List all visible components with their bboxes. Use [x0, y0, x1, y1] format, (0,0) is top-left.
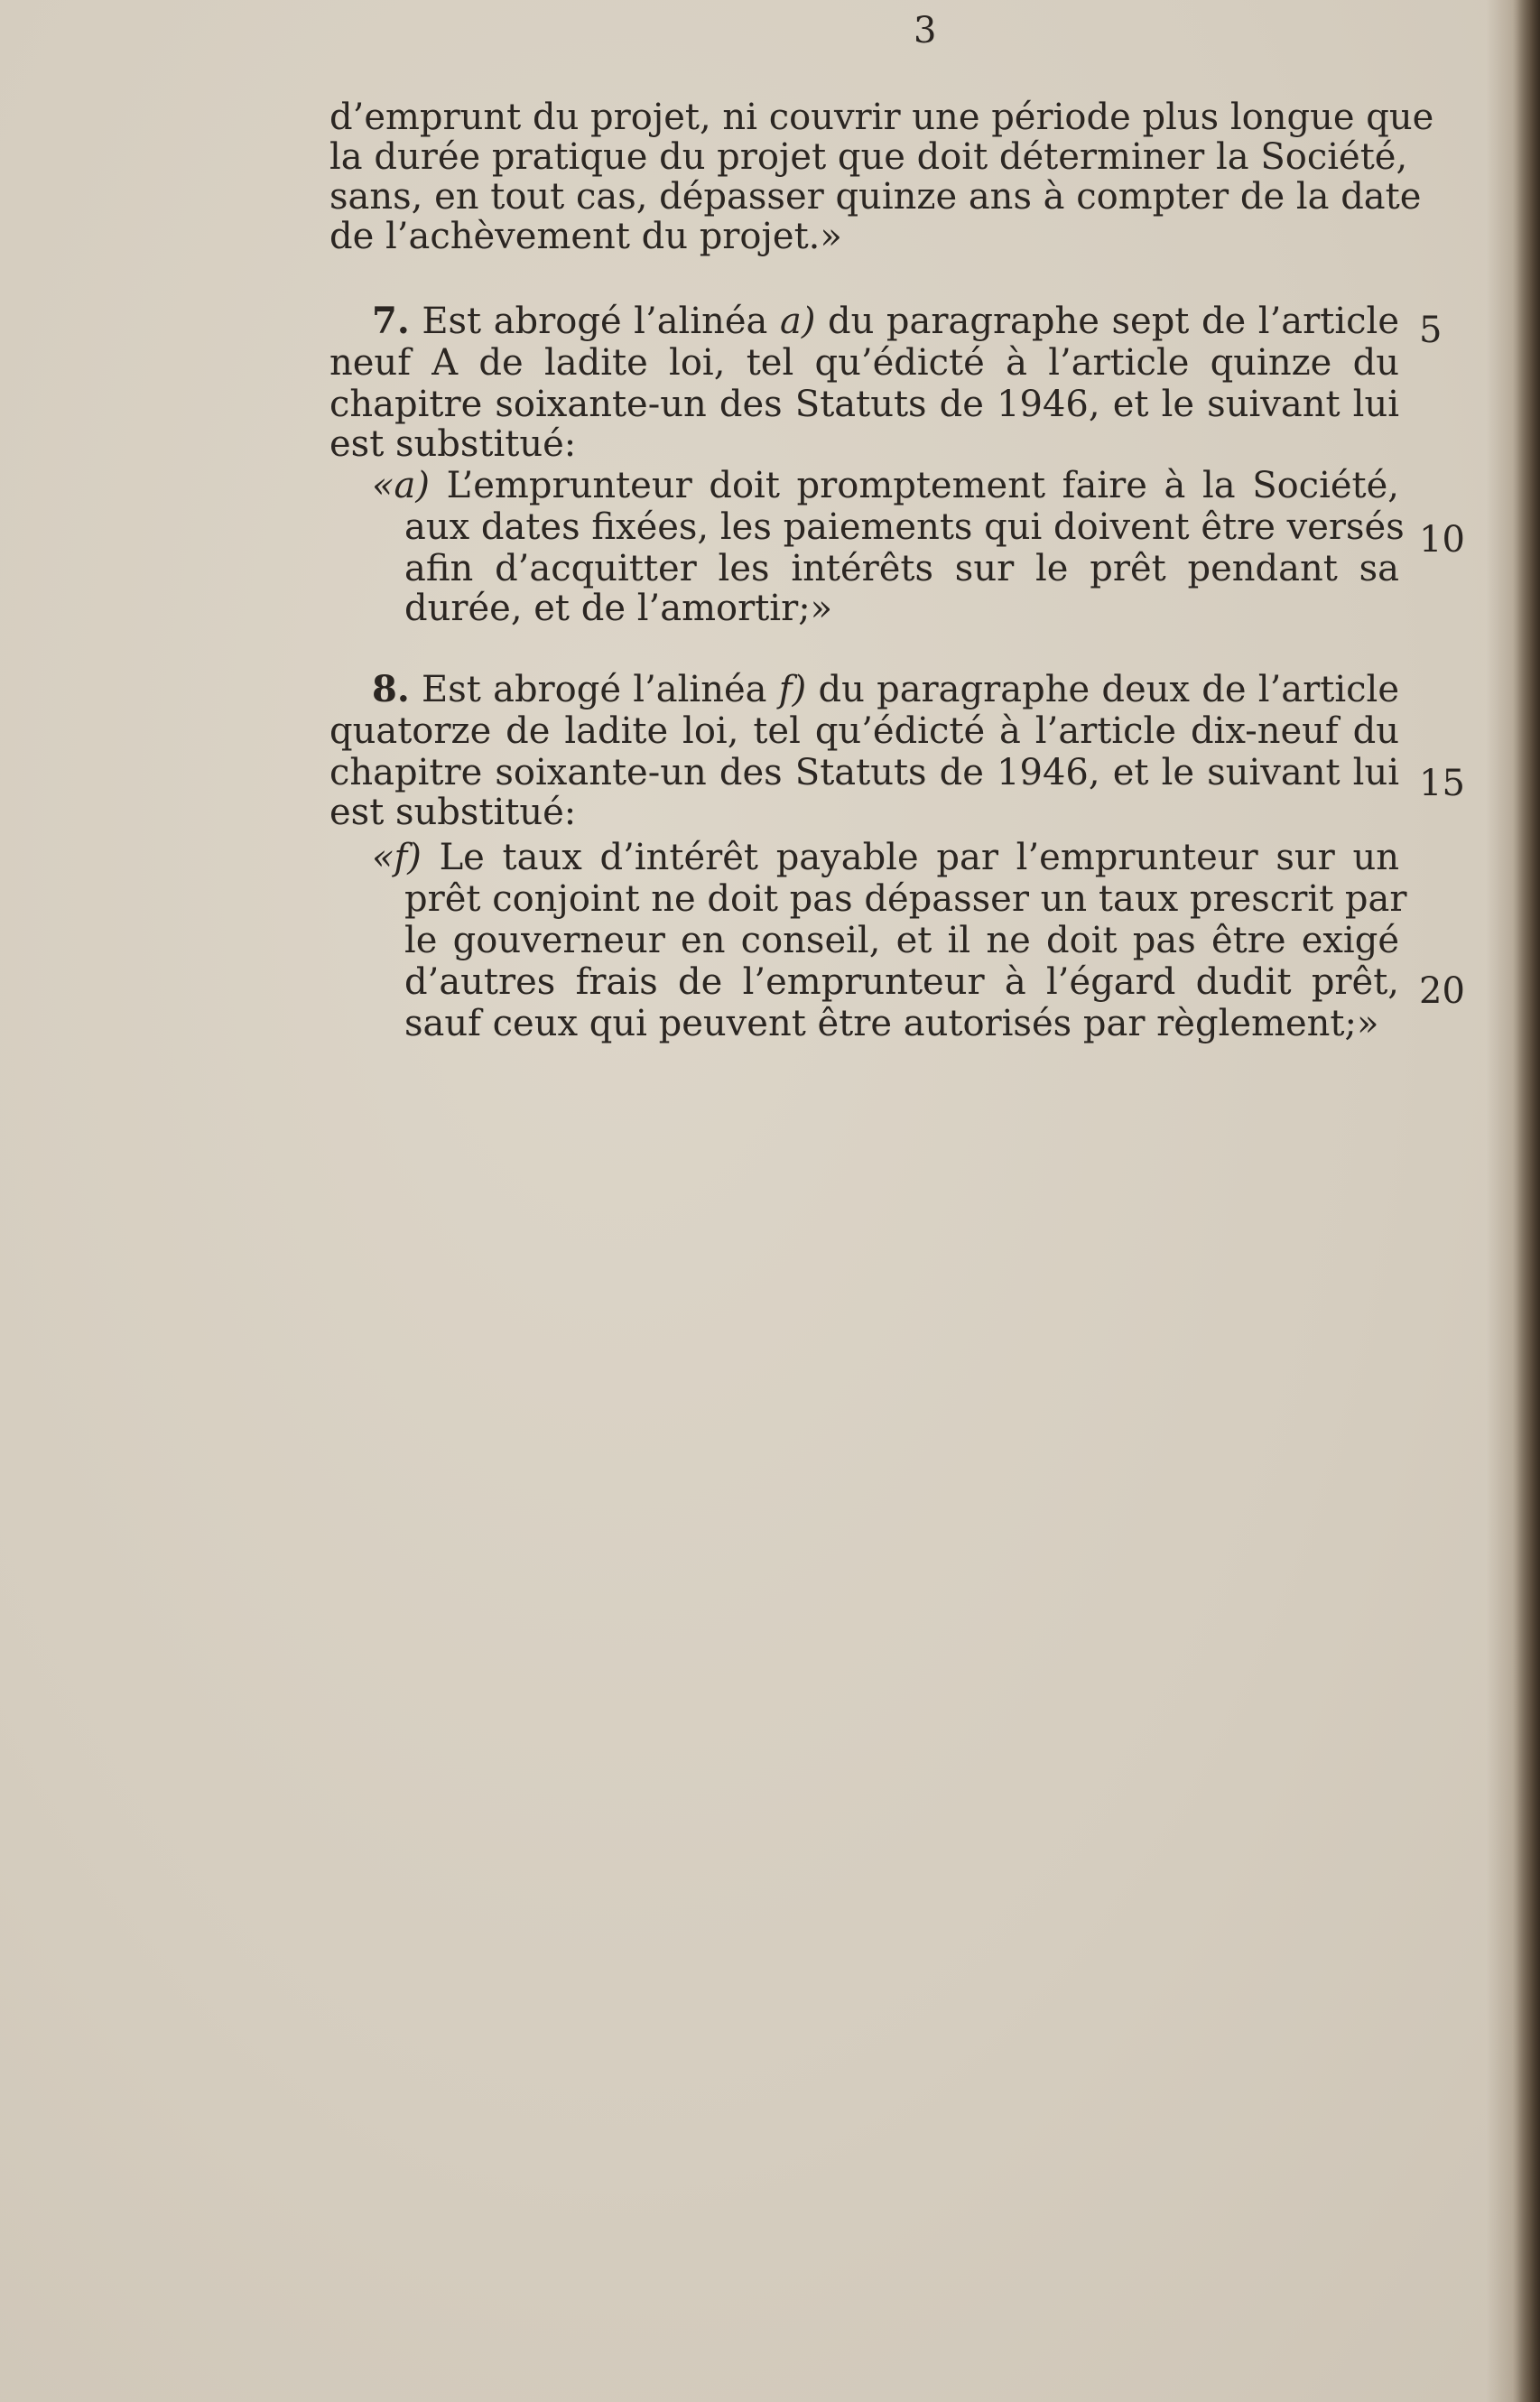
margin-line-number-5: 5 — [1419, 310, 1443, 351]
section-7-quote-line-1 — [372, 466, 1399, 505]
margin-line-number-10: 10 — [1419, 519, 1465, 561]
section-8-quote-line-3: le gouverneur en conseil, et il ne doit pas être exigé — [404, 920, 1399, 961]
section-7-text-a: Est abrogé l’alinéa — [422, 301, 768, 342]
section-7-quote-line-4: durée, et de l’amortir;» — [404, 588, 833, 629]
section-8-text-b: du paragraphe deux de l’article — [818, 669, 1399, 710]
section-7-line-2: neuf A de ladite loi, tel qu’édicté à l’article quinze du — [329, 342, 1399, 384]
section-7-quote-line-2: aux dates fixées, les paiements qui doivent être versés — [404, 506, 1405, 548]
section-8-paragraph-ref: f) — [778, 669, 807, 710]
section-7-line-4: est substitué: — [329, 423, 577, 465]
section-8-line-2: quatorze de ladite loi, tel qu’édicté à l’article dix-neuf du — [329, 710, 1399, 752]
section-8-quote-line-5: sauf ceux qui peuvent être autorisés par règlement;» — [404, 1003, 1379, 1044]
page-number: 3 — [914, 10, 937, 51]
section-8-quote-text-1: Le taux d’intérêt payable par l’emprunteur sur un — [439, 837, 1400, 878]
continuation-line-4: de l’achèvement du projet.» — [329, 216, 842, 257]
section-7-paragraph-ref: a) — [779, 301, 816, 342]
section-7-number: 7. — [372, 300, 410, 342]
section-7-line-3: chapitre soixante-un des Statuts de 1946, et le suivant lui — [329, 384, 1399, 425]
continuation-line-1: d’emprunt du projet, ni couvrir une période plus longue que — [329, 97, 1434, 138]
section-7-quote-text-1: L’emprunteur doit promptement faire à la Société, — [446, 465, 1400, 506]
section-8-quote-label: «f) — [372, 837, 422, 878]
section-8-line-3: chapitre soixante-un des Statuts de 1946, et le suivant lui — [329, 752, 1399, 793]
margin-line-number-15: 15 — [1419, 763, 1465, 804]
section-8-line-4: est substitué: — [329, 792, 577, 833]
section-8-quote-line-4: d’autres frais de l’emprunteur à l’égard dudit prêt, — [404, 961, 1399, 1003]
section-7-text-b: du paragraphe sept de l’article — [827, 301, 1399, 342]
section-8-number: 8. — [372, 668, 410, 710]
continuation-line-2: la durée pratique du projet que doit déterminer la Société, — [329, 136, 1408, 178]
page-edge-shadow — [1513, 0, 1540, 2402]
margin-line-number-20: 20 — [1419, 970, 1465, 1012]
section-7-line-1 — [372, 301, 1399, 341]
section-8-quote-line-1 — [372, 838, 1399, 877]
section-7-quote-line-3: afin d’acquitter les intérêts sur le prêt pendant sa — [404, 548, 1399, 589]
continuation-line-3: sans, en tout cas, dépasser quinze ans à compter de la date — [329, 176, 1422, 218]
section-7-quote-label: «a) — [372, 465, 430, 506]
section-8-text-a: Est abrogé l’alinéa — [422, 669, 767, 710]
section-8-quote-line-2: prêt conjoint ne doit pas dépasser un taux prescrit par — [404, 878, 1407, 920]
section-8-line-1 — [372, 670, 1399, 709]
